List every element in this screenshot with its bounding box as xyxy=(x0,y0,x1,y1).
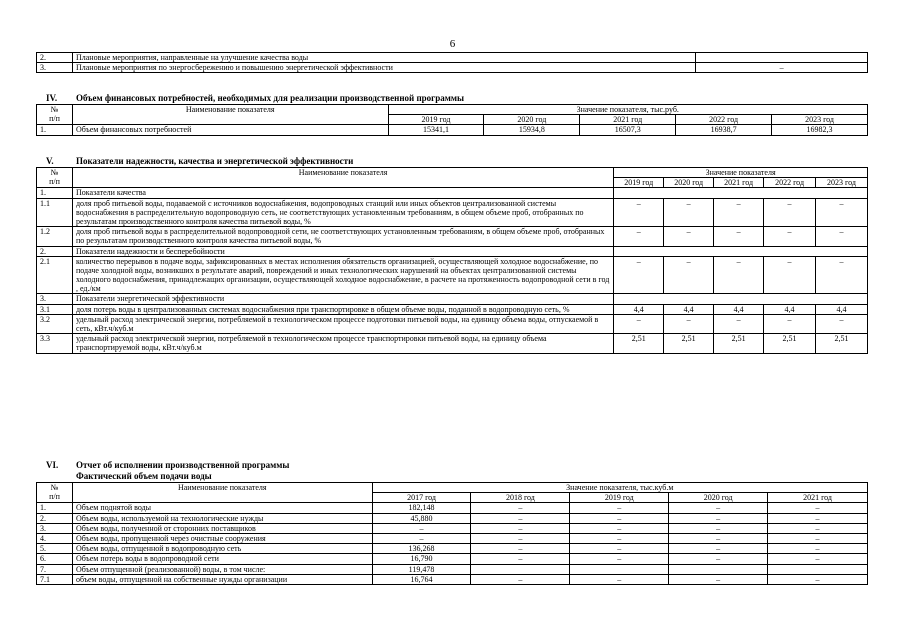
row-value: – xyxy=(570,554,669,564)
table-row xyxy=(37,554,868,564)
row-value: 15934,8 xyxy=(484,125,580,135)
group-row xyxy=(37,246,868,256)
col-header-year: 2022 год xyxy=(676,115,772,125)
table-row xyxy=(37,198,868,227)
row-value: – xyxy=(816,227,868,246)
row-value xyxy=(669,564,768,574)
row-value: – xyxy=(768,503,868,513)
row-value: 4,4 xyxy=(614,304,664,314)
col-header-year: 2017 год xyxy=(372,493,471,503)
row-value xyxy=(768,564,868,574)
row-value: – xyxy=(372,533,471,543)
top-table xyxy=(36,52,868,73)
row-value: – xyxy=(768,544,868,554)
row-value: – xyxy=(570,513,669,523)
table-row xyxy=(37,256,868,294)
row-value: – xyxy=(570,503,669,513)
row-name: Объем воды, пропущенной через очистные сооружения xyxy=(72,533,372,543)
table-row xyxy=(37,533,868,543)
row-name: Показатели качества xyxy=(72,188,613,198)
col-header-name: Наименование показателя xyxy=(72,168,613,188)
row-name: удельный расход электрической энергии, потребляемой в технологическом процессе подготовки питьевой воды, на единицу объема воды, отпускаемой в сеть, кВт.ч/куб.м xyxy=(72,314,613,333)
col-header-year: 2018 год xyxy=(471,493,570,503)
row-name: количество перерывов в подаче воды, зафиксированных в местах исполнения обязательств организацией, осуществляющей холодное водоснабжение, по подаче холодной воды, возникших в результате аварий, повреждений и иных технологических нарушений на объектах централизованной системы холодного водоснабжения, принадлежащих организации, осуществляющей холодное водоснабжение, в расчете на протяженность водопроводной сети в год , ед./км xyxy=(72,256,613,294)
row-value: – xyxy=(471,574,570,584)
col-header-year: 2021 год xyxy=(714,178,764,188)
col-header-name: Наименование показателя xyxy=(72,483,372,503)
row-value: 2,51 xyxy=(714,334,764,353)
row-value: – xyxy=(764,314,816,333)
row-name: Объем воды, полученной от сторонних поставщиков xyxy=(72,523,372,533)
col-header-year: 2020 год xyxy=(484,115,580,125)
table-row xyxy=(37,523,868,533)
row-value: – xyxy=(768,554,868,564)
table-row xyxy=(37,53,868,63)
row-value: – xyxy=(669,574,768,584)
reliability-table xyxy=(36,167,868,354)
row-value: – xyxy=(664,227,714,246)
row-value: 4,4 xyxy=(764,304,816,314)
row-value: 45,880 xyxy=(372,513,471,523)
row-value: 182,148 xyxy=(372,503,471,513)
col-header-year: 2019 год xyxy=(614,178,664,188)
row-value: – xyxy=(714,198,764,227)
row-name: Показатели энергетической эффективности xyxy=(72,294,613,304)
row-value: – xyxy=(669,533,768,543)
row-value: – xyxy=(768,574,868,584)
table-row xyxy=(37,544,868,554)
col-header-year: 2023 год xyxy=(816,178,868,188)
col-header-name: Наименование показателя xyxy=(72,105,388,125)
row-value: 16,790 xyxy=(372,554,471,564)
row-name: Плановые мероприятия по энергосбережению и повышению энергетической эффективности xyxy=(72,63,695,73)
row-value: – xyxy=(816,314,868,333)
group-row xyxy=(37,294,868,304)
row-value: – xyxy=(669,554,768,564)
row-value: – xyxy=(669,523,768,533)
col-header-value: Значение показателя, тыс.куб.м xyxy=(372,483,867,493)
col-header-year: 2022 год xyxy=(764,178,816,188)
row-number: 4. xyxy=(37,533,73,543)
section6-subtitle: Фактический объем подачи воды xyxy=(76,471,212,481)
row-value: – xyxy=(471,523,570,533)
row-value: – xyxy=(664,256,714,294)
row-value: 4,4 xyxy=(714,304,764,314)
row-value: – xyxy=(570,523,669,533)
table-row xyxy=(37,574,868,584)
row-number: 7. xyxy=(37,564,73,574)
row-number: 2.1 xyxy=(37,256,73,294)
row-value: – xyxy=(614,227,664,246)
row-value: – xyxy=(768,513,868,523)
row-value: 4,4 xyxy=(816,304,868,314)
row-value: 16982,3 xyxy=(772,125,868,135)
row-value: – xyxy=(768,533,868,543)
row-name: Объем воды, отпущенной в водопроводную сеть xyxy=(72,544,372,554)
row-name: Показатели надежности и бесперебойности xyxy=(72,246,613,256)
row-value: 2,51 xyxy=(764,334,816,353)
row-number: 1. xyxy=(37,125,73,135)
row-number: 6. xyxy=(37,554,73,564)
row-value: – xyxy=(664,198,714,227)
row-name: Объем поднятой воды xyxy=(72,503,372,513)
water-supply-table xyxy=(36,482,868,585)
col-header-num: № п/п xyxy=(37,168,73,188)
row-value: 16507,3 xyxy=(580,125,676,135)
table-row xyxy=(37,125,868,135)
row-value xyxy=(696,53,868,63)
row-value: – xyxy=(714,314,764,333)
row-value: – xyxy=(696,63,868,73)
row-value: – xyxy=(471,533,570,543)
row-name: Объем отпущенной (реализованной) воды, в том числе: xyxy=(72,564,372,574)
row-value: – xyxy=(764,227,816,246)
row-value: 2,51 xyxy=(664,334,714,353)
row-value: 119,478 xyxy=(372,564,471,574)
col-header-year: 2019 год xyxy=(570,493,669,503)
row-number: 3. xyxy=(37,523,73,533)
row-name: Объем потерь воды в водопроводной сети xyxy=(72,554,372,564)
row-value: – xyxy=(768,523,868,533)
row-number: 7.1 xyxy=(37,574,73,584)
col-header-year: 2021 год xyxy=(580,115,676,125)
row-value: – xyxy=(714,227,764,246)
table-row xyxy=(37,227,868,246)
row-value: – xyxy=(669,513,768,523)
table-row xyxy=(37,334,868,353)
row-value: – xyxy=(816,256,868,294)
row-name: удельный расход электрической энергии, потребляемой в технологическом процессе транспортировки питьевой воды, на единицу объема транспортируемой воды, кВт.ч/куб.м xyxy=(72,334,613,353)
row-value: – xyxy=(669,503,768,513)
col-header-year: 2019 год xyxy=(388,115,484,125)
row-value: – xyxy=(471,513,570,523)
table-row xyxy=(37,63,868,73)
row-number: 3.2 xyxy=(37,314,73,333)
table-row xyxy=(37,513,868,523)
col-header-num: № п/п xyxy=(37,105,73,125)
row-name: Плановые мероприятия, направленные на улучшение качества воды xyxy=(72,53,695,63)
finance-table xyxy=(36,104,868,136)
row-value: 16,764 xyxy=(372,574,471,584)
col-header-year: 2020 год xyxy=(669,493,768,503)
row-value: 15341,1 xyxy=(388,125,484,135)
col-header-num: № п/п xyxy=(37,483,73,503)
group-row xyxy=(37,188,868,198)
row-number: 3.3 xyxy=(37,334,73,353)
row-value: 4,4 xyxy=(664,304,714,314)
row-value xyxy=(570,564,669,574)
row-name: Объем финансовых потребностей xyxy=(72,125,388,135)
row-number: 2. xyxy=(37,246,73,256)
row-name: объем воды, отпущенной на собственные нужды организации xyxy=(72,574,372,584)
row-name: Объем воды, используемой на технологические нужды xyxy=(72,513,372,523)
col-header-year: 2023 год xyxy=(772,115,868,125)
section4-title: IV. Объем финансовых потребностей, необходимых для реализации производственной программы xyxy=(46,93,465,103)
row-number: 2. xyxy=(37,513,73,523)
row-value: – xyxy=(714,256,764,294)
row-value: 2,51 xyxy=(614,334,664,353)
table-row xyxy=(37,564,868,574)
col-header-year: 2021 год xyxy=(768,493,868,503)
row-value: – xyxy=(471,503,570,513)
row-number: 2. xyxy=(37,53,73,63)
row-empty-values xyxy=(614,188,868,198)
row-name: доля проб питьевой воды, подаваемой с источников водоснабжения, водопроводных станций или иных объектов централизованной системы водоснабжения в распределительную водопроводную сеть, не соответствующих установленным требованиям, в общем объеме проб, отобранных по результатам производственного контроля качества питьевой воды, % xyxy=(72,198,613,227)
row-value: – xyxy=(570,574,669,584)
row-value: 16938,7 xyxy=(676,125,772,135)
page-number: 6 xyxy=(449,38,456,50)
row-value: – xyxy=(764,198,816,227)
row-number: 1.2 xyxy=(37,227,73,246)
row-value: – xyxy=(614,198,664,227)
row-number: 3.1 xyxy=(37,304,73,314)
row-value: 2,51 xyxy=(816,334,868,353)
table-row xyxy=(37,503,868,513)
row-value: – xyxy=(570,533,669,543)
row-number: 1. xyxy=(37,188,73,198)
col-header-value: Значение показателя xyxy=(614,168,868,178)
section5-title: V. Показатели надежности, качества и энергетической эффективности xyxy=(46,156,354,166)
row-value: – xyxy=(471,554,570,564)
section6-title: VI. Отчет об исполнении производственной программы xyxy=(46,460,290,470)
col-header-year: 2020 год xyxy=(664,178,714,188)
row-empty-values xyxy=(614,294,868,304)
row-number: 3. xyxy=(37,63,73,73)
table-row xyxy=(37,304,868,314)
row-value: – xyxy=(570,544,669,554)
row-name: доля потерь воды в централизованных системах водоснабжения при транспортировке в общем объеме воды, поданной в водопроводную сеть, % xyxy=(72,304,613,314)
row-value: – xyxy=(471,544,570,554)
row-value: – xyxy=(372,523,471,533)
row-empty-values xyxy=(614,246,868,256)
row-value: – xyxy=(614,256,664,294)
row-number: 3. xyxy=(37,294,73,304)
table-row xyxy=(37,314,868,333)
row-value: – xyxy=(669,544,768,554)
row-value: 136,268 xyxy=(372,544,471,554)
col-header-value: Значение показателя, тыс.руб. xyxy=(388,105,867,115)
row-value: – xyxy=(664,314,714,333)
row-value: – xyxy=(816,198,868,227)
row-number: 1. xyxy=(37,503,73,513)
row-name: доля проб питьевой воды в распределительной водопроводной сети, не соответствующих установленным требованиям, в общем объеме проб, отобранных по результатам производственного контроля качества питьевой воды, % xyxy=(72,227,613,246)
row-value xyxy=(471,564,570,574)
row-value: – xyxy=(764,256,816,294)
row-number: 5. xyxy=(37,544,73,554)
row-value: – xyxy=(614,314,664,333)
row-number: 1.1 xyxy=(37,198,73,227)
